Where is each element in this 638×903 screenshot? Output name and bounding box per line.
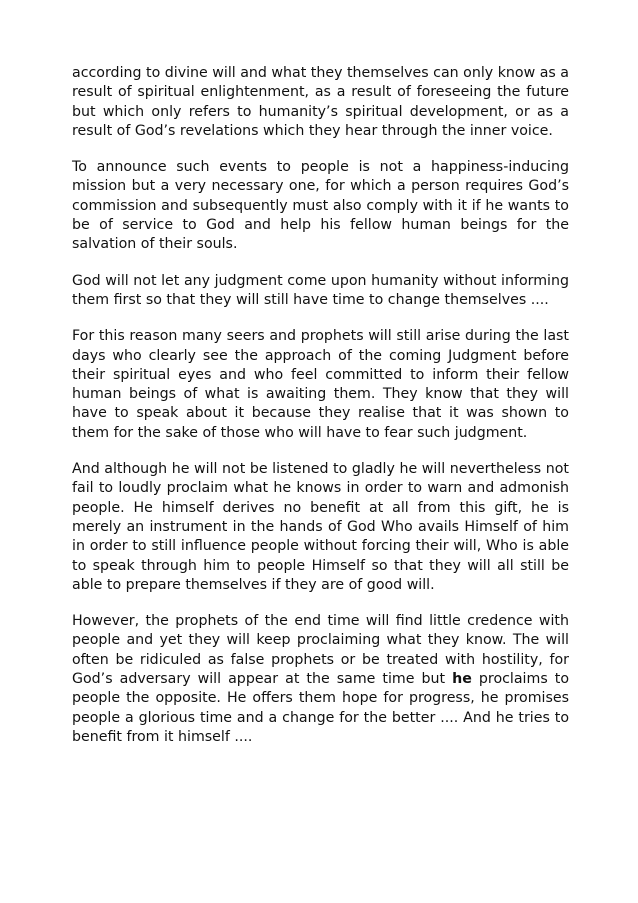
paragraph-seers-prophets: For this reason many seers and prophets will still arise during the last days who clearly see the approach of the coming Judgment before their spiritual eyes and who feel committed to inform their fellow human beings of what is awaiting them. They know that they will have to speak about it because they realise that it was shown to them for the sake of those who will have to fear such judgment. <box>72 328 569 441</box>
paragraph-text-after: proclaims to people the opposite. He offers them hope for progress, he promises people a glorious time and a change for the better .... And he tries to benefit from it himself .... <box>72 671 570 745</box>
paragraph-judgment-warning: God will not let any judgment come upon humanity without informing them first so that they will still have time to change themselves .... <box>72 272 569 308</box>
paragraph-proclaim: And although he will not be listened to gladly he will nevertheless not fail to loudly proclaim what he knows in order to warn and admonish people. He himself derives no benefit at all from this gift, he is merely an instrument in the hands of God Who avails Himself of him in order to still influence people without forcing their will, Who is able to speak through him to people Himself so that they will all still be able to prepare themselves if they are of good will. <box>72 461 569 593</box>
paragraph-divine-will: according to divine will and what they themselves can only know as a result of spiritual enlightenment, as a result of foreseeing the future but which only refers to humanity’s spiritual development, or as a result of God’s revelations which they hear through the inner voice. <box>72 65 569 139</box>
paragraph-announce-events: To announce such events to people is not a happiness-inducing mission but a very necessary one, for which a person requires God’s commission and subsequently must also comply with it if he wants to be of service to God and help his fellow human beings for the salvation of their souls. <box>72 159 569 253</box>
paragraph-text-before: However, the prophets of the end time will find little credence with people and yet they will keep proclaiming what they know. The will often be ridiculed as false prophets or be treated with hostility, for God’s adversary will appear at the same time but <box>72 613 569 688</box>
emphasis-he: he <box>452 671 472 688</box>
document-page <box>72 64 569 747</box>
paragraph-end-time-prophets <box>72 612 569 747</box>
